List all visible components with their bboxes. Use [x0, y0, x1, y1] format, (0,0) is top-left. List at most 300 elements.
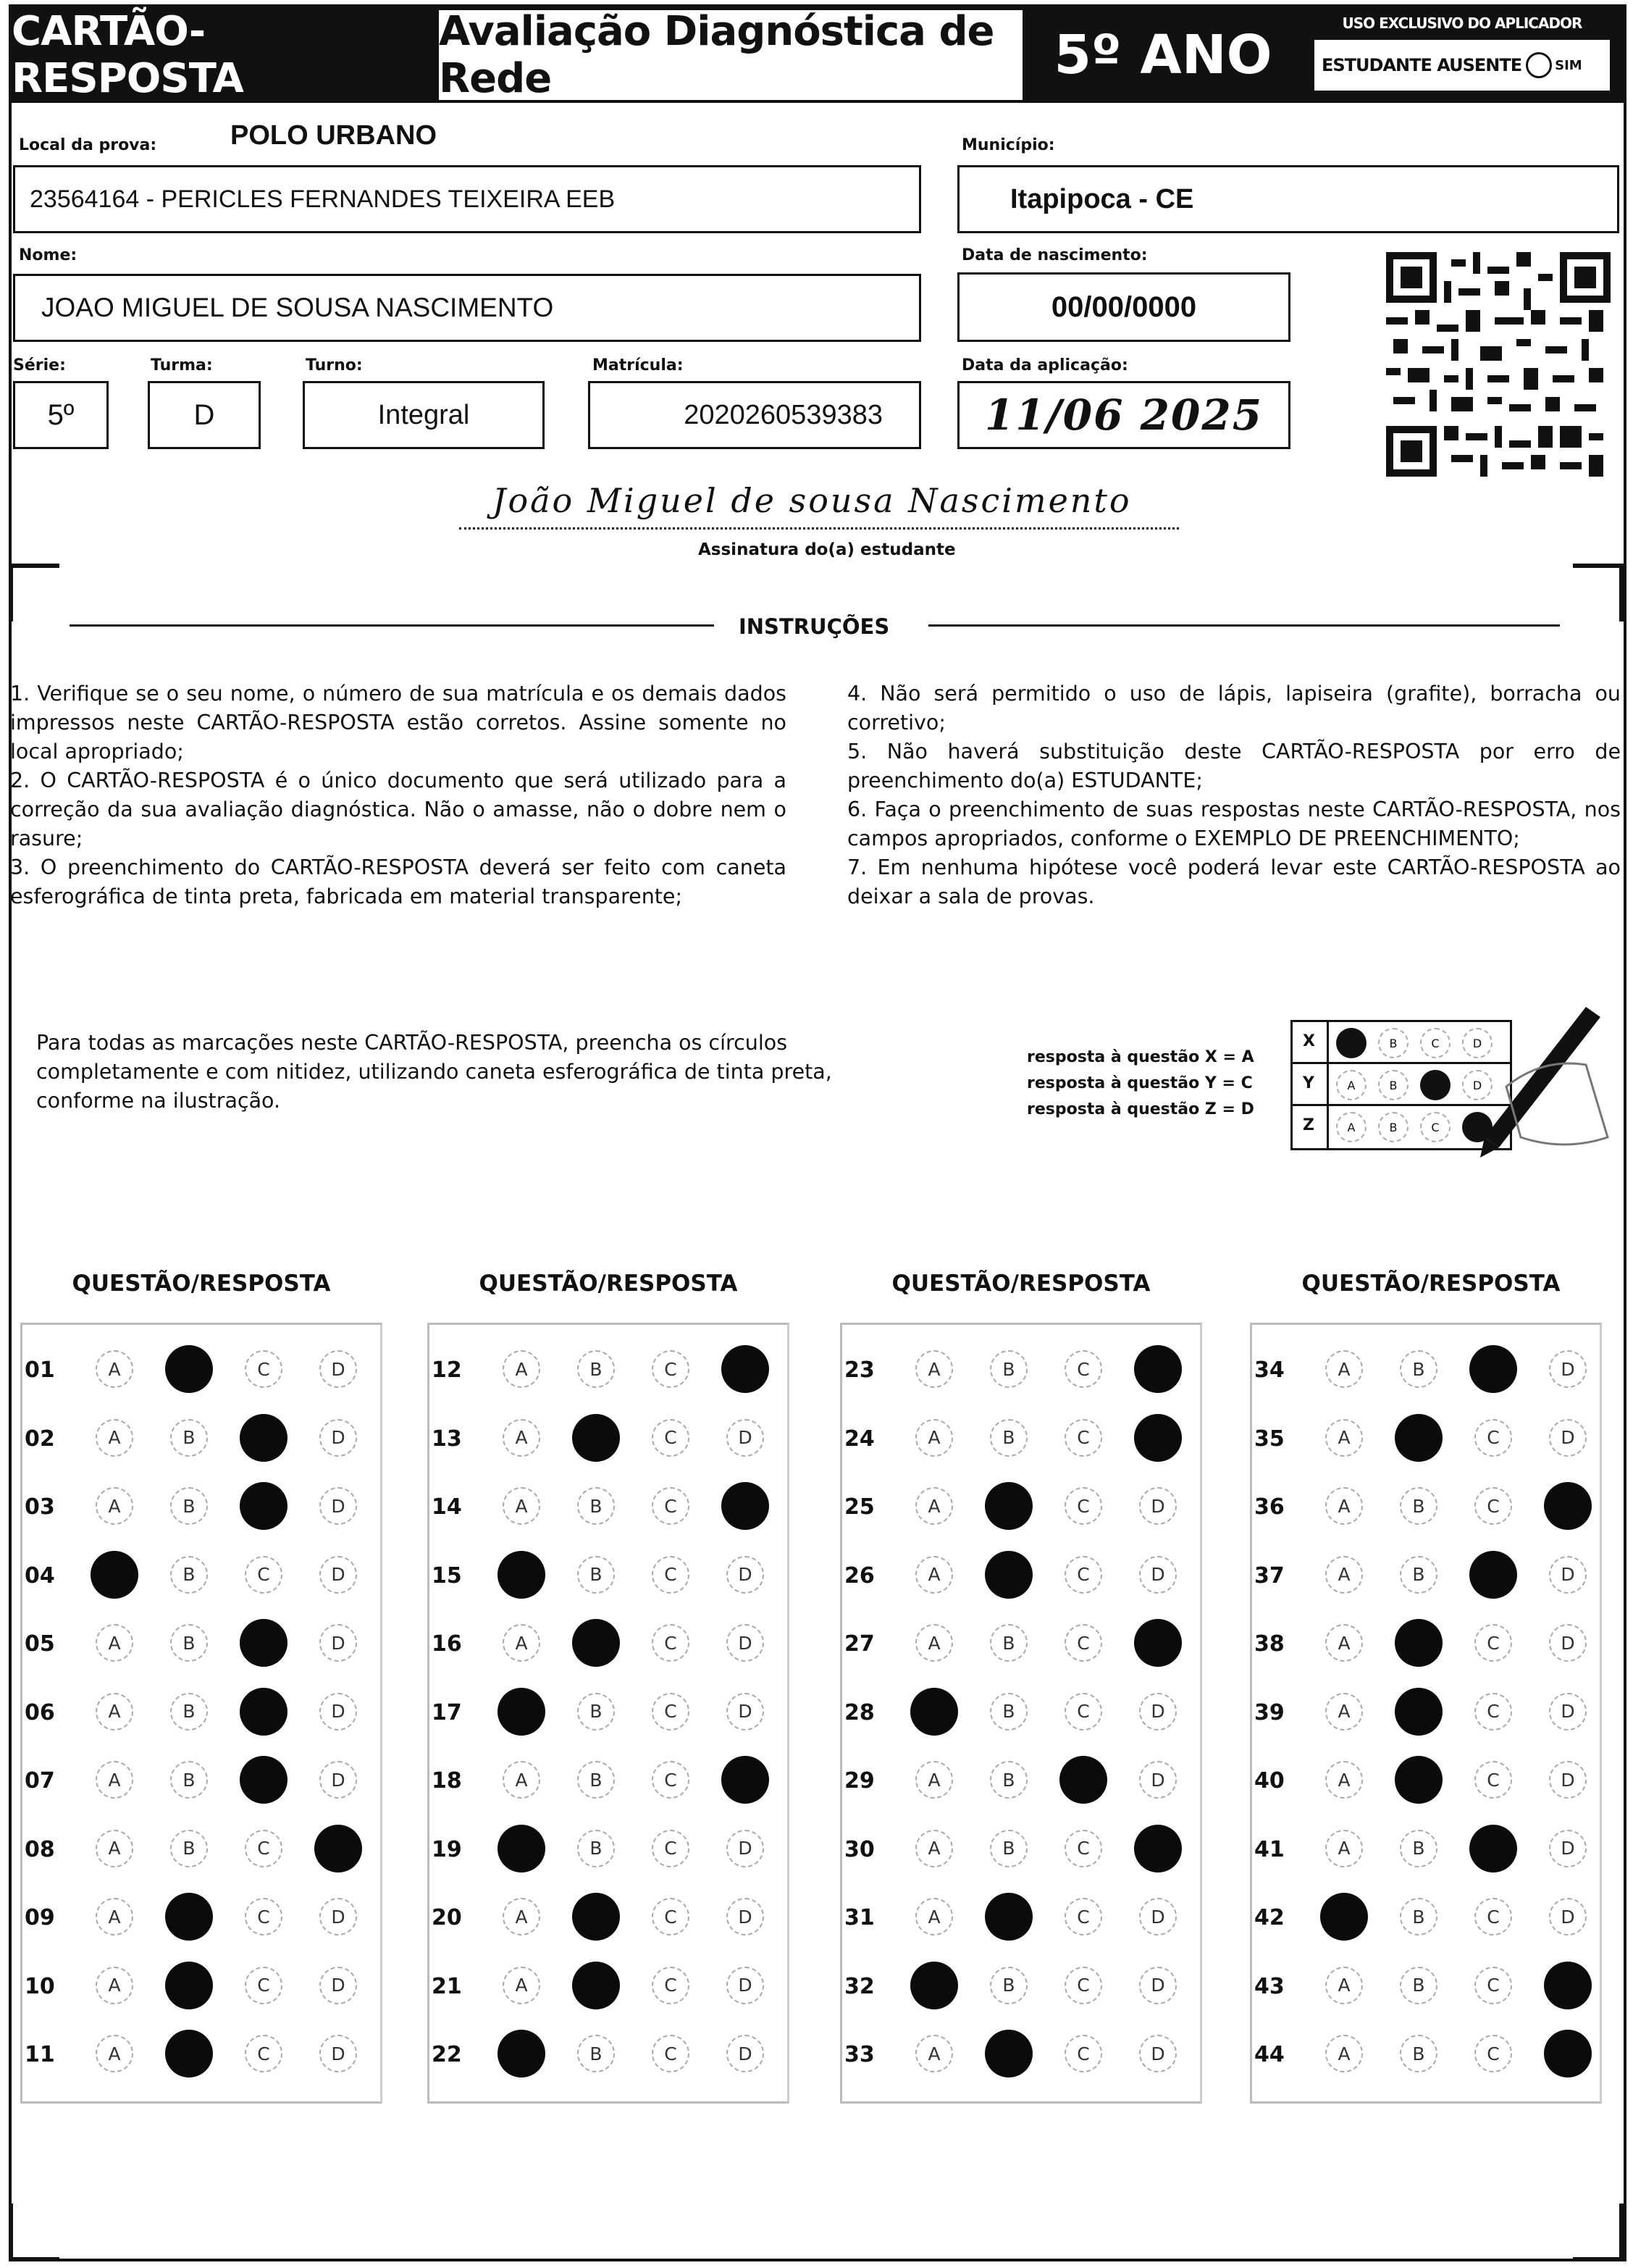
grade-title: 5º ANO	[1025, 7, 1301, 103]
answer-bubble-q18-d[interactable]	[721, 1756, 769, 1804]
answer-bubble-q24-c[interactable]: C	[1065, 1419, 1102, 1457]
answer-bubble-q41-d[interactable]: D	[1549, 1830, 1587, 1867]
pen-illustration	[1477, 992, 1622, 1166]
answer-bubble-q29-b[interactable]: B	[990, 1761, 1028, 1799]
instruction-3: 3. O preenchimento do CARTÃO-RESPOSTA deverá ser feito com caneta esferográfica de tinta preta, fabricada em material transparente;	[10, 855, 786, 908]
instruction-4: 4. Não será permitido o uso de lápis, lapiseira (grafite), borracha ou corretivo;	[847, 682, 1621, 735]
example-bubble-y-a: A	[1336, 1070, 1367, 1100]
question-number: 44	[1254, 2042, 1285, 2067]
answer-bubble-q09-b[interactable]	[165, 1893, 213, 1941]
answer-bubble-q09-c[interactable]: C	[245, 1898, 282, 1936]
answer-bubble-q44-d[interactable]	[1544, 2030, 1592, 2077]
answer-bubble-q43-a[interactable]: A	[1325, 1967, 1363, 2004]
corner-bottom-left	[9, 2204, 59, 2261]
evaluation-title: Avaliação Diagnóstica de Rede	[436, 7, 1025, 103]
answer-bubble-q12-a[interactable]: A	[503, 1350, 540, 1388]
answer-bubble-q37-b[interactable]: B	[1400, 1556, 1437, 1594]
answer-bubble-q28-b[interactable]: B	[990, 1693, 1028, 1731]
answer-bubble-q21-a[interactable]: A	[503, 1967, 540, 2004]
aplicacao-field[interactable]	[957, 381, 1290, 449]
answer-bubble-q03-b[interactable]: B	[170, 1487, 208, 1525]
student-signature[interactable]: João Miguel de sousa Nascimento	[492, 481, 1132, 520]
example-legend	[1027, 1045, 1254, 1123]
matricula-value: 2020260539383	[684, 399, 883, 430]
answer-bubble-q40-b[interactable]	[1395, 1756, 1443, 1804]
example-bubble-y-d: D	[1462, 1070, 1493, 1100]
question-number: 11	[25, 2042, 55, 2067]
answers-column-title: QUESTÃO/RESPOSTA	[1301, 1271, 1561, 1297]
answer-bubble-q29-d[interactable]: D	[1139, 1761, 1177, 1799]
answer-bubble-q08-c[interactable]: C	[245, 1830, 282, 1867]
answer-bubble-q01-d[interactable]: D	[319, 1350, 357, 1388]
answer-bubble-q23-a[interactable]: A	[915, 1350, 953, 1388]
question-number: 22	[432, 2042, 462, 2067]
question-number: 09	[25, 1905, 55, 1930]
example-label-z: Z	[1303, 1116, 1314, 1134]
question-number: 17	[432, 1699, 462, 1725]
answer-bubble-q17-c[interactable]: C	[652, 1693, 689, 1731]
answer-bubble-q14-c[interactable]: C	[652, 1487, 689, 1525]
question-number: 16	[432, 1631, 462, 1657]
answer-bubble-q09-a[interactable]: A	[96, 1898, 133, 1936]
question-number: 31	[844, 1905, 875, 1930]
answer-bubble-q12-b[interactable]: B	[577, 1350, 615, 1388]
question-number: 25	[844, 1494, 875, 1520]
answer-bubble-q41-b[interactable]: B	[1400, 1830, 1437, 1867]
absent-label: ESTUDANTE AUSENTE	[1322, 55, 1522, 75]
answer-bubble-q27-b[interactable]: B	[990, 1624, 1028, 1662]
answer-bubble-q06-d[interactable]: D	[319, 1693, 357, 1731]
question-number: 40	[1254, 1768, 1285, 1794]
answer-bubble-q34-c[interactable]	[1469, 1345, 1517, 1393]
answer-bubble-q19-a[interactable]	[498, 1825, 545, 1872]
answer-bubble-q31-d[interactable]: D	[1139, 1898, 1177, 1936]
answer-bubble-q26-b[interactable]	[985, 1551, 1033, 1599]
answer-bubble-q16-c[interactable]: C	[652, 1624, 689, 1662]
turma-field	[148, 381, 261, 449]
answer-bubble-q20-d[interactable]: D	[726, 1898, 764, 1936]
question-number: 06	[25, 1699, 55, 1725]
question-number: 38	[1254, 1631, 1285, 1657]
question-number: 04	[25, 1562, 55, 1589]
local-label: Local da prova:	[19, 136, 157, 154]
answer-bubble-q05-d[interactable]: D	[319, 1624, 357, 1662]
answer-bubble-q11-b[interactable]	[165, 2030, 213, 2077]
answer-bubble-q12-d[interactable]	[721, 1345, 769, 1393]
answer-bubble-q23-c[interactable]: C	[1065, 1350, 1102, 1388]
example-label-x: X	[1303, 1032, 1315, 1050]
nascimento-label: Data de nascimento:	[962, 246, 1148, 264]
question-number: 35	[1254, 1426, 1285, 1452]
answer-bubble-q40-a[interactable]: A	[1325, 1761, 1363, 1799]
answer-bubble-q18-c[interactable]: C	[652, 1761, 689, 1799]
answer-bubble-q33-b[interactable]	[985, 2030, 1033, 2077]
answer-bubble-q37-c[interactable]	[1469, 1551, 1517, 1599]
answer-bubble-q43-c[interactable]: C	[1474, 1967, 1512, 2004]
question-number: 10	[25, 1973, 55, 1999]
answer-bubble-q10-c[interactable]: C	[245, 1967, 282, 2004]
answer-bubble-q34-a[interactable]: A	[1325, 1350, 1363, 1388]
absent-box	[1312, 38, 1612, 93]
example-label-y: Y	[1303, 1074, 1314, 1092]
question-number: 30	[844, 1836, 875, 1862]
example-x-text: resposta à questão X = A	[1027, 1048, 1254, 1066]
question-number: 43	[1254, 1973, 1285, 1999]
answer-bubble-q17-b[interactable]: B	[577, 1693, 615, 1731]
question-number: 01	[25, 1357, 55, 1383]
answer-bubble-q30-c[interactable]: C	[1065, 1830, 1102, 1867]
answer-bubble-q36-d[interactable]	[1544, 1482, 1592, 1530]
answer-bubble-q40-d[interactable]: D	[1549, 1761, 1587, 1799]
example-bubble-x-c: C	[1420, 1028, 1451, 1058]
answer-bubble-q17-d[interactable]: D	[726, 1693, 764, 1731]
answer-bubble-q20-c[interactable]: C	[652, 1898, 689, 1936]
nascimento-value: 00/00/0000	[1051, 290, 1197, 323]
answer-bubble-q15-d[interactable]: D	[726, 1556, 764, 1594]
question-number: 07	[25, 1768, 55, 1794]
example-bubble-x-a	[1336, 1028, 1367, 1058]
answer-bubble-q03-d[interactable]: D	[319, 1487, 357, 1525]
example-bubble-x-b: B	[1378, 1028, 1409, 1058]
instructions-title: INSTRUÇÕES	[739, 614, 890, 639]
answer-bubble-q21-c[interactable]: C	[652, 1967, 689, 2004]
answer-bubble-q10-a[interactable]: A	[96, 1967, 133, 2004]
answer-bubble-q42-a[interactable]	[1320, 1893, 1368, 1941]
answer-bubble-q38-b[interactable]	[1395, 1619, 1443, 1667]
answer-bubble-q19-c[interactable]: C	[652, 1830, 689, 1867]
question-number: 41	[1254, 1836, 1285, 1862]
question-number: 42	[1254, 1905, 1285, 1930]
answer-bubble-q23-d[interactable]	[1134, 1345, 1182, 1393]
answer-bubble-q18-b[interactable]: B	[577, 1761, 615, 1799]
qr-code	[1386, 251, 1611, 478]
answer-bubble-q16-b[interactable]	[572, 1619, 620, 1667]
answer-bubble-q35-c[interactable]: C	[1474, 1419, 1512, 1457]
answer-bubble-q04-c[interactable]: C	[245, 1556, 282, 1594]
answer-bubble-q39-d[interactable]: D	[1549, 1693, 1587, 1731]
answer-bubble-q11-a[interactable]: A	[96, 2035, 133, 2072]
answer-bubble-q21-d[interactable]: D	[726, 1967, 764, 2004]
answer-bubble-q24-a[interactable]: A	[915, 1419, 953, 1457]
answer-bubble-q27-c[interactable]: C	[1065, 1624, 1102, 1662]
answer-bubble-q04-b[interactable]: B	[170, 1556, 208, 1594]
turno-field	[303, 381, 545, 449]
answer-bubble-q32-b[interactable]: B	[990, 1967, 1028, 2004]
answer-bubble-q31-a[interactable]: A	[915, 1898, 953, 1936]
answer-bubble-q20-a[interactable]: A	[503, 1898, 540, 1936]
turno-label: Turno:	[306, 356, 363, 374]
example-z-text: resposta à questão Z = D	[1027, 1100, 1254, 1118]
answer-bubble-q30-b[interactable]: B	[990, 1830, 1028, 1867]
answer-bubble-q03-a[interactable]: A	[96, 1487, 133, 1525]
applicator-panel	[1301, 7, 1624, 103]
answer-bubble-q20-b[interactable]	[572, 1893, 620, 1941]
answer-bubble-q06-a[interactable]: A	[96, 1693, 133, 1731]
serie-value: 5º	[47, 398, 75, 431]
nome-label: Nome:	[19, 246, 77, 264]
answer-bubble-q07-d[interactable]: D	[319, 1761, 357, 1799]
corner-top-left	[9, 564, 59, 622]
answer-bubble-q36-b[interactable]: B	[1400, 1487, 1437, 1525]
question-number: 26	[844, 1562, 875, 1589]
answer-bubble-q26-d[interactable]: D	[1139, 1556, 1177, 1594]
answer-bubble-q31-b[interactable]	[985, 1893, 1033, 1941]
answer-bubble-q22-c[interactable]: C	[652, 2035, 689, 2072]
answer-bubble-q08-a[interactable]: A	[96, 1830, 133, 1867]
answer-bubble-q30-a[interactable]: A	[915, 1830, 953, 1867]
answer-bubble-q22-b[interactable]: B	[577, 2035, 615, 2072]
answer-bubble-q14-a[interactable]: A	[503, 1487, 540, 1525]
matricula-label: Matrícula:	[592, 356, 684, 374]
absent-yes-label: SIM	[1555, 57, 1582, 73]
answer-bubble-q19-d[interactable]: D	[726, 1830, 764, 1867]
school-value: 23564164 - PERICLES FERNANDES TEIXEIRA EEB	[30, 185, 616, 213]
answer-bubble-q39-c[interactable]: C	[1474, 1693, 1512, 1731]
answer-bubble-q37-a[interactable]: A	[1325, 1556, 1363, 1594]
answer-bubble-q41-c[interactable]	[1469, 1825, 1517, 1872]
serie-field	[13, 381, 109, 449]
instruction-2: 2. O CARTÃO-RESPOSTA é o único documento que será utilizado para a correção da sua avaliação diagnóstica. Não o amasse, não o dobre nem o rasure;	[10, 769, 786, 850]
answer-bubble-q05-c[interactable]	[240, 1619, 287, 1667]
matricula-field	[588, 381, 921, 449]
answer-bubble-q27-a[interactable]: A	[915, 1624, 953, 1662]
question-number: 36	[1254, 1494, 1285, 1520]
signature-label: Assinatura do(a) estudante	[698, 540, 956, 559]
answer-bubble-q36-c[interactable]: C	[1474, 1487, 1512, 1525]
applicator-only-label: USO EXCLUSIVO DO APLICADOR	[1342, 14, 1582, 32]
instruction-7: 7. Em nenhuma hipótese você poderá levar este CARTÃO-RESPOSTA ao deixar a sala de provas.	[847, 855, 1621, 908]
answer-bubble-q15-a[interactable]	[498, 1551, 545, 1599]
question-number: 21	[432, 1973, 462, 1999]
question-number: 12	[432, 1357, 462, 1383]
answer-bubble-q39-b[interactable]	[1395, 1688, 1443, 1736]
answer-bubble-q42-d[interactable]: D	[1549, 1898, 1587, 1936]
answer-bubble-q05-b[interactable]: B	[170, 1624, 208, 1662]
answer-bubble-q41-a[interactable]: A	[1325, 1830, 1363, 1867]
answer-bubble-q32-a[interactable]	[910, 1962, 958, 2009]
answer-bubble-q13-c[interactable]: C	[652, 1419, 689, 1457]
question-number: 34	[1254, 1357, 1285, 1383]
answer-bubble-q38-a[interactable]: A	[1325, 1624, 1363, 1662]
answer-bubble-q07-c[interactable]	[240, 1756, 287, 1804]
question-number: 13	[432, 1426, 462, 1452]
answer-bubble-q15-c[interactable]: C	[652, 1556, 689, 1594]
instruction-6: 6. Faça o preenchimento de suas respostas neste CARTÃO-RESPOSTA, nos campos apropriados, conforme o EXEMPLO DE PREENCHIMENTO;	[847, 798, 1621, 850]
answer-bubble-q11-c[interactable]: C	[245, 2035, 282, 2072]
answer-bubble-q28-c[interactable]: C	[1065, 1693, 1102, 1731]
instructions-right	[847, 679, 1621, 911]
answer-bubble-q44-b[interactable]: B	[1400, 2035, 1437, 2072]
municipio-field	[957, 165, 1619, 233]
example-bubble-x-d: D	[1462, 1028, 1493, 1058]
answer-bubble-q43-b[interactable]: B	[1400, 1967, 1437, 2004]
example-y-text: resposta à questão Y = C	[1027, 1074, 1253, 1092]
question-number: 02	[25, 1426, 55, 1452]
nome-value: JOAO MIGUEL DE SOUSA NASCIMENTO	[41, 293, 554, 322]
question-number: 28	[844, 1699, 875, 1725]
answer-bubble-q02-b[interactable]: B	[170, 1419, 208, 1457]
question-number: 20	[432, 1905, 462, 1930]
question-number: 08	[25, 1836, 55, 1862]
answer-bubble-q06-b[interactable]: B	[170, 1693, 208, 1731]
answer-bubble-q25-c[interactable]: C	[1065, 1487, 1102, 1525]
answer-bubble-q14-b[interactable]: B	[577, 1487, 615, 1525]
answer-bubble-q32-d[interactable]: D	[1139, 1967, 1177, 2004]
question-number: 05	[25, 1631, 55, 1657]
question-number: 27	[844, 1631, 875, 1657]
question-number: 18	[432, 1768, 462, 1794]
answer-bubble-q33-c[interactable]: C	[1065, 2035, 1102, 2072]
corner-top-right	[1573, 564, 1624, 622]
answer-bubble-q38-d[interactable]: D	[1549, 1624, 1587, 1662]
answer-bubble-q09-d[interactable]: D	[319, 1898, 357, 1936]
nome-field	[13, 274, 921, 342]
nascimento-field	[957, 272, 1290, 342]
answer-bubble-q14-d[interactable]	[721, 1482, 769, 1530]
answer-bubble-q34-b[interactable]: B	[1400, 1350, 1437, 1388]
answer-bubble-q15-b[interactable]: B	[577, 1556, 615, 1594]
question-number: 15	[432, 1562, 462, 1589]
answer-bubble-q19-b[interactable]: B	[577, 1830, 615, 1867]
answer-bubble-q12-c[interactable]: C	[652, 1350, 689, 1388]
answer-bubble-q13-a[interactable]: A	[503, 1419, 540, 1457]
answer-bubble-q08-b[interactable]: B	[170, 1830, 208, 1867]
answer-bubble-q28-d[interactable]: D	[1139, 1693, 1177, 1731]
answer-bubble-q13-b[interactable]	[572, 1414, 620, 1462]
question-number: 14	[432, 1494, 462, 1520]
answer-bubble-q24-b[interactable]: B	[990, 1419, 1028, 1457]
answer-bubble-q11-d[interactable]: D	[319, 2035, 357, 2072]
question-number: 23	[844, 1357, 875, 1383]
answer-bubble-q16-a[interactable]: A	[503, 1624, 540, 1662]
answer-bubble-q06-c[interactable]	[240, 1688, 287, 1736]
answer-bubble-q07-b[interactable]: B	[170, 1761, 208, 1799]
answer-bubble-q07-a[interactable]: A	[96, 1761, 133, 1799]
answer-bubble-q17-a[interactable]	[498, 1688, 545, 1736]
answer-bubble-q35-d[interactable]: D	[1549, 1419, 1587, 1457]
answer-bubble-q02-c[interactable]	[240, 1414, 287, 1462]
answer-bubble-q43-d[interactable]	[1544, 1962, 1592, 2009]
answers-column-title: QUESTÃO/RESPOSTA	[479, 1271, 738, 1297]
question-number: 03	[25, 1494, 55, 1520]
fill-note: Para todas as marcações neste CARTÃO-RESPOSTA, preencha os círculos completamente e com nitidez, utilizando caneta esferográfica de tinta preta, conforme na ilustração.	[36, 1031, 832, 1113]
instruction-5: 5. Não haverá substituição deste CARTÃO-RESPOSTA por erro de preenchimento do(a) ESTUDANTE;	[847, 740, 1621, 792]
card-title: CARTÃO-RESPOSTA	[12, 7, 436, 103]
question-number: 33	[844, 2042, 875, 2067]
answer-bubble-q28-a[interactable]	[910, 1688, 958, 1736]
answer-bubble-q13-d[interactable]: D	[726, 1419, 764, 1457]
answer-bubble-q33-a[interactable]: A	[915, 2035, 953, 2072]
answer-bubble-q25-a[interactable]: A	[915, 1487, 953, 1525]
turno-value: Integral	[377, 399, 470, 430]
school-field	[13, 165, 921, 233]
turma-value: D	[193, 398, 215, 431]
answer-bubble-q35-a[interactable]: A	[1325, 1419, 1363, 1457]
answer-bubble-q42-c[interactable]: C	[1474, 1898, 1512, 1936]
answer-bubble-q44-a[interactable]: A	[1325, 2035, 1363, 2072]
answer-bubble-q02-d[interactable]: D	[319, 1419, 357, 1457]
answer-bubble-q04-a[interactable]	[91, 1551, 138, 1599]
example-bubble-y-c	[1420, 1070, 1451, 1100]
question-number: 39	[1254, 1699, 1285, 1725]
answer-bubble-q10-d[interactable]: D	[319, 1967, 357, 2004]
answer-bubble-q22-a[interactable]	[498, 2030, 545, 2077]
answer-bubble-q01-b[interactable]	[165, 1345, 213, 1393]
answer-bubble-q04-d[interactable]: D	[319, 1556, 357, 1594]
instructions-left	[10, 679, 786, 911]
answer-bubble-q05-a[interactable]: A	[96, 1624, 133, 1662]
question-number: 29	[844, 1768, 875, 1794]
absent-checkbox[interactable]	[1526, 52, 1552, 78]
local-value: POLO URBANO	[230, 120, 437, 151]
answer-bubble-q35-b[interactable]	[1395, 1414, 1443, 1462]
aplicacao-label: Data da aplicação:	[962, 356, 1128, 374]
question-number: 32	[844, 1973, 875, 1999]
answers-column-title: QUESTÃO/RESPOSTA	[72, 1271, 331, 1297]
answer-bubble-q36-a[interactable]: A	[1325, 1487, 1363, 1525]
answer-bubble-q23-b[interactable]: B	[990, 1350, 1028, 1388]
turma-label: Turma:	[151, 356, 213, 374]
answer-bubble-q32-c[interactable]: C	[1065, 1967, 1102, 2004]
answer-bubble-q44-c[interactable]: C	[1474, 2035, 1512, 2072]
example-bubble-z-b: B	[1378, 1112, 1409, 1142]
answer-bubble-q08-d[interactable]	[314, 1825, 362, 1872]
answer-bubble-q33-d[interactable]: D	[1139, 2035, 1177, 2072]
example-bubble-z-a: A	[1336, 1112, 1367, 1142]
answer-bubble-q26-a[interactable]: A	[915, 1556, 953, 1594]
question-number: 19	[432, 1836, 462, 1862]
answer-bubble-q25-b[interactable]	[985, 1482, 1033, 1530]
answer-bubble-q10-b[interactable]	[165, 1962, 213, 2009]
signature-line	[459, 527, 1179, 530]
answer-bubble-q40-c[interactable]: C	[1474, 1761, 1512, 1799]
instructions-rule-right	[928, 624, 1560, 627]
example-bubble-z-c: C	[1420, 1112, 1451, 1142]
answer-bubble-q37-d[interactable]: D	[1549, 1556, 1587, 1594]
answer-bubble-q31-c[interactable]: C	[1065, 1898, 1102, 1936]
answer-bubble-q29-a[interactable]: A	[915, 1761, 953, 1799]
answer-bubble-q18-a[interactable]: A	[503, 1761, 540, 1799]
answer-bubble-q39-a[interactable]: A	[1325, 1693, 1363, 1731]
answer-bubble-q34-d[interactable]: D	[1549, 1350, 1587, 1388]
answers-column-title: QUESTÃO/RESPOSTA	[891, 1271, 1151, 1297]
answer-bubble-q29-c[interactable]	[1059, 1756, 1107, 1804]
answer-bubble-q26-c[interactable]: C	[1065, 1556, 1102, 1594]
answer-bubble-q02-a[interactable]: A	[96, 1419, 133, 1457]
question-number: 24	[844, 1426, 875, 1452]
answer-bubble-q22-d[interactable]: D	[726, 2035, 764, 2072]
answer-bubble-q03-c[interactable]	[240, 1482, 287, 1530]
example-bubble-y-b: B	[1378, 1070, 1409, 1100]
municipio-label: Município:	[962, 136, 1055, 154]
answer-bubble-q24-d[interactable]	[1134, 1414, 1182, 1462]
corner-bottom-right	[1573, 2204, 1624, 2261]
instructions-rule-left	[70, 624, 714, 627]
instruction-1: 1. Verifique se o seu nome, o número de sua matrícula e os demais dados impressos neste CARTÃO-RESPOSTA estão corretos. Assine somente no local apropriado;	[10, 682, 786, 763]
aplicacao-handwritten: 11/06 2025	[984, 390, 1264, 440]
answer-bubble-q30-d[interactable]	[1134, 1825, 1182, 1872]
answer-bubble-q01-a[interactable]: A	[96, 1350, 133, 1388]
answer-bubble-q21-b[interactable]	[572, 1962, 620, 2009]
answer-bubble-q16-d[interactable]: D	[726, 1624, 764, 1662]
answer-bubble-q38-c[interactable]: C	[1474, 1624, 1512, 1662]
answer-bubble-q25-d[interactable]: D	[1139, 1487, 1177, 1525]
answer-bubble-q01-c[interactable]: C	[245, 1350, 282, 1388]
qr-code-graphic	[1386, 251, 1611, 478]
municipio-value: Itapipoca - CE	[1010, 183, 1194, 214]
answer-bubble-q42-b[interactable]: B	[1400, 1898, 1437, 1936]
answer-bubble-q27-d[interactable]	[1134, 1619, 1182, 1667]
